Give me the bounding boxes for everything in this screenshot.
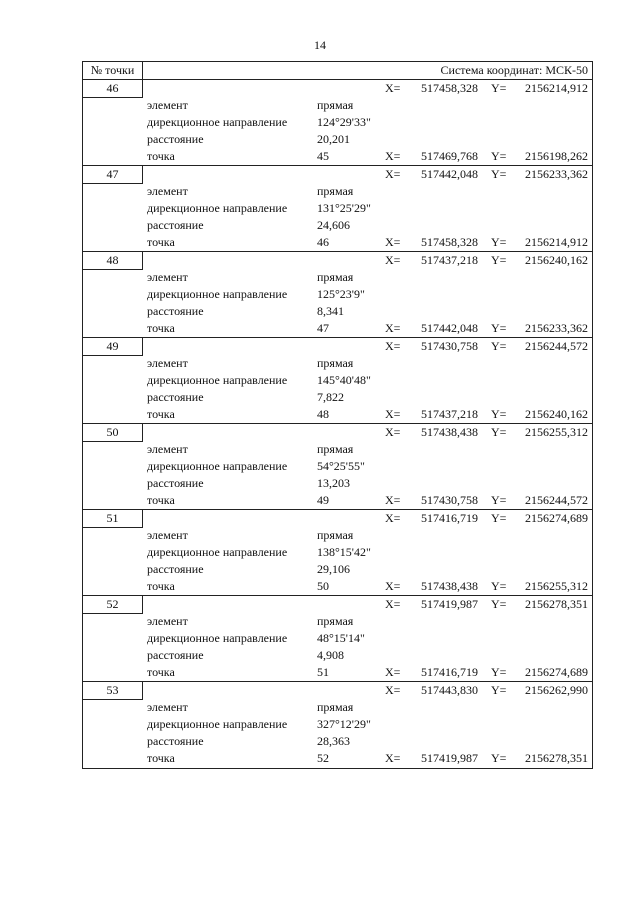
element-line — [83, 183, 592, 200]
x-value: 517419,987 — [421, 597, 478, 611]
x-value: 517458,328 — [421, 81, 478, 95]
distance-label: расстояние — [147, 390, 204, 404]
direction-line — [83, 200, 592, 217]
element-label: элемент — [147, 356, 188, 370]
direction-value: 54°25'55" — [317, 459, 365, 473]
point-coordinates-line — [83, 596, 592, 613]
y-value: 2156262,990 — [525, 683, 588, 697]
ref-x-label: X= — [385, 579, 401, 593]
distance-label: расстояние — [147, 304, 204, 318]
distance-label: расстояние — [147, 562, 204, 576]
element-value: прямая — [317, 442, 354, 456]
point-number: 50 — [83, 424, 143, 442]
ref-y-label: Y= — [491, 579, 507, 593]
x-label: X= — [385, 339, 401, 353]
direction-value: 145°40'48" — [317, 373, 371, 387]
ref-y-value: 2156255,312 — [525, 579, 588, 593]
table-header — [83, 62, 592, 80]
x-value: 517437,218 — [421, 253, 478, 267]
reference-point-value: 51 — [317, 665, 329, 679]
reference-point-line — [83, 234, 592, 251]
direction-label: дирекционное направление — [147, 631, 288, 645]
element-label: элемент — [147, 614, 188, 628]
y-value: 2156255,312 — [525, 425, 588, 439]
direction-line — [83, 544, 592, 561]
direction-label: дирекционное направление — [147, 717, 288, 731]
direction-line — [83, 114, 592, 131]
reference-point-value: 50 — [317, 579, 329, 593]
reference-point-line — [83, 148, 592, 165]
x-label: X= — [385, 511, 401, 525]
x-label: X= — [385, 81, 401, 95]
element-value: прямая — [317, 528, 354, 542]
y-label: Y= — [491, 597, 507, 611]
ref-y-value: 2156240,162 — [525, 407, 588, 421]
ref-y-label: Y= — [491, 407, 507, 421]
element-line — [83, 97, 592, 114]
element-value: прямая — [317, 356, 354, 370]
ref-x-value: 517469,768 — [421, 149, 478, 163]
element-label: элемент — [147, 184, 188, 198]
point-number: 49 — [83, 338, 143, 356]
point-number-header: № точки — [83, 62, 143, 79]
point-number: 51 — [83, 510, 143, 528]
element-value: прямая — [317, 270, 354, 284]
ref-y-label: Y= — [491, 235, 507, 249]
ref-y-label: Y= — [491, 321, 507, 335]
point-label: точка — [147, 579, 175, 593]
point-number: 53 — [83, 682, 143, 700]
point-block — [83, 338, 592, 424]
y-label: Y= — [491, 339, 507, 353]
y-label: Y= — [491, 511, 507, 525]
point-block — [83, 682, 592, 768]
direction-value: 131°25'29" — [317, 201, 371, 215]
direction-value: 48°15'14" — [317, 631, 365, 645]
element-value: прямая — [317, 614, 354, 628]
element-value: прямая — [317, 700, 354, 714]
y-label: Y= — [491, 253, 507, 267]
distance-line — [83, 389, 592, 406]
point-coordinates-line — [83, 682, 592, 699]
direction-label: дирекционное направление — [147, 545, 288, 559]
element-value: прямая — [317, 184, 354, 198]
ref-y-label: Y= — [491, 751, 507, 765]
ref-x-label: X= — [385, 665, 401, 679]
distance-value: 13,203 — [317, 476, 350, 490]
y-value: 2156244,572 — [525, 339, 588, 353]
element-label: элемент — [147, 98, 188, 112]
ref-x-value: 517416,719 — [421, 665, 478, 679]
distance-value: 20,201 — [317, 132, 350, 146]
reference-point-value: 52 — [317, 751, 329, 765]
ref-y-value: 2156198,262 — [525, 149, 588, 163]
element-line — [83, 441, 592, 458]
ref-y-label: Y= — [491, 665, 507, 679]
point-number: 48 — [83, 252, 143, 270]
reference-point-value: 47 — [317, 321, 329, 335]
distance-line — [83, 647, 592, 664]
ref-x-label: X= — [385, 407, 401, 421]
direction-label: дирекционное направление — [147, 201, 288, 215]
ref-y-value: 2156278,351 — [525, 751, 588, 765]
point-coordinates-line — [83, 166, 592, 183]
y-value: 2156214,912 — [525, 81, 588, 95]
reference-point-line — [83, 664, 592, 681]
direction-line — [83, 630, 592, 647]
ref-y-label: Y= — [491, 493, 507, 507]
direction-value: 138°15'42" — [317, 545, 371, 559]
distance-line — [83, 131, 592, 148]
point-coordinates-line — [83, 424, 592, 441]
reference-point-value: 45 — [317, 149, 329, 163]
reference-point-line — [83, 406, 592, 423]
x-label: X= — [385, 253, 401, 267]
y-label: Y= — [491, 81, 507, 95]
distance-line — [83, 303, 592, 320]
x-label: X= — [385, 597, 401, 611]
reference-point-line — [83, 750, 592, 767]
direction-value: 125°23'9" — [317, 287, 365, 301]
point-coordinates-line — [83, 510, 592, 527]
direction-value: 327°12'29" — [317, 717, 371, 731]
ref-x-label: X= — [385, 321, 401, 335]
point-number: 52 — [83, 596, 143, 614]
ref-x-value: 517419,987 — [421, 751, 478, 765]
point-label: точка — [147, 407, 175, 421]
element-label: элемент — [147, 442, 188, 456]
ref-x-value: 517438,438 — [421, 579, 478, 593]
reference-point-value: 48 — [317, 407, 329, 421]
ref-y-value: 2156274,689 — [525, 665, 588, 679]
direction-line — [83, 372, 592, 389]
ref-y-value: 2156233,362 — [525, 321, 588, 335]
point-label: точка — [147, 751, 175, 765]
ref-x-label: X= — [385, 235, 401, 249]
point-label: точка — [147, 321, 175, 335]
distance-label: расстояние — [147, 648, 204, 662]
page-number: 14 — [314, 38, 326, 52]
y-label: Y= — [491, 683, 507, 697]
point-block — [83, 252, 592, 338]
x-label: X= — [385, 683, 401, 697]
element-label: элемент — [147, 270, 188, 284]
x-value: 517430,758 — [421, 339, 478, 353]
ref-y-value: 2156244,572 — [525, 493, 588, 507]
point-coordinates-line — [83, 252, 592, 269]
distance-value: 29,106 — [317, 562, 350, 576]
direction-label: дирекционное направление — [147, 287, 288, 301]
y-value: 2156274,689 — [525, 511, 588, 525]
x-value: 517416,719 — [421, 511, 478, 525]
distance-value: 7,822 — [317, 390, 344, 404]
point-label: точка — [147, 665, 175, 679]
element-label: элемент — [147, 700, 188, 714]
reference-point-line — [83, 320, 592, 337]
x-value: 517443,830 — [421, 683, 478, 697]
coordinate-system-header: Система координат: МСК-50 — [440, 63, 588, 77]
distance-value: 28,363 — [317, 734, 350, 748]
reference-point-value: 46 — [317, 235, 329, 249]
point-blocks — [83, 80, 592, 768]
distance-line — [83, 733, 592, 750]
distance-line — [83, 217, 592, 234]
distance-line — [83, 475, 592, 492]
point-block — [83, 80, 592, 166]
x-value: 517442,048 — [421, 167, 478, 181]
direction-label: дирекционное направление — [147, 459, 288, 473]
distance-value: 8,341 — [317, 304, 344, 318]
ref-x-value: 517458,328 — [421, 235, 478, 249]
ref-x-label: X= — [385, 493, 401, 507]
ref-x-label: X= — [385, 149, 401, 163]
direction-label: дирекционное направление — [147, 115, 288, 129]
ref-x-label: X= — [385, 751, 401, 765]
distance-line — [83, 561, 592, 578]
distance-label: расстояние — [147, 218, 204, 232]
reference-point-line — [83, 578, 592, 595]
reference-point-value: 49 — [317, 493, 329, 507]
point-block — [83, 596, 592, 682]
distance-value: 4,908 — [317, 648, 344, 662]
point-block — [83, 424, 592, 510]
point-coordinates-line — [83, 338, 592, 355]
point-coordinates-line — [83, 80, 592, 97]
ref-y-label: Y= — [491, 149, 507, 163]
ref-x-value: 517437,218 — [421, 407, 478, 421]
ref-x-value: 517442,048 — [421, 321, 478, 335]
point-number: 46 — [83, 80, 143, 98]
element-label: элемент — [147, 528, 188, 542]
point-block — [83, 510, 592, 596]
x-value: 517438,438 — [421, 425, 478, 439]
element-line — [83, 613, 592, 630]
y-value: 2156278,351 — [525, 597, 588, 611]
ref-y-value: 2156214,912 — [525, 235, 588, 249]
reference-point-line — [83, 492, 592, 509]
element-value: прямая — [317, 98, 354, 112]
direction-value: 124°29'33" — [317, 115, 371, 129]
element-line — [83, 269, 592, 286]
element-line — [83, 699, 592, 716]
point-number: 47 — [83, 166, 143, 184]
point-label: точка — [147, 235, 175, 249]
direction-label: дирекционное направление — [147, 373, 288, 387]
distance-label: расстояние — [147, 476, 204, 490]
y-label: Y= — [491, 425, 507, 439]
y-value: 2156240,162 — [525, 253, 588, 267]
direction-line — [83, 286, 592, 303]
x-label: X= — [385, 167, 401, 181]
direction-line — [83, 716, 592, 733]
point-label: точка — [147, 493, 175, 507]
ref-x-value: 517430,758 — [421, 493, 478, 507]
distance-label: расстояние — [147, 132, 204, 146]
point-block — [83, 166, 592, 252]
distance-label: расстояние — [147, 734, 204, 748]
coordinates-table — [82, 61, 593, 769]
direction-line — [83, 458, 592, 475]
point-label: точка — [147, 149, 175, 163]
distance-value: 24,606 — [317, 218, 350, 232]
x-label: X= — [385, 425, 401, 439]
element-line — [83, 527, 592, 544]
element-line — [83, 355, 592, 372]
y-label: Y= — [491, 167, 507, 181]
y-value: 2156233,362 — [525, 167, 588, 181]
